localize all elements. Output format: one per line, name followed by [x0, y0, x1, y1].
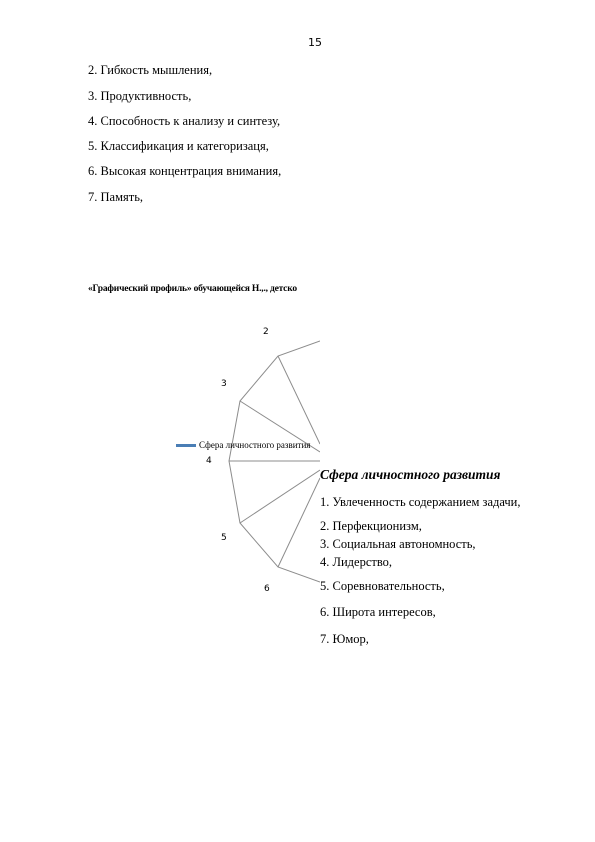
- axis-label: 6: [264, 584, 270, 594]
- legend-label: Сфера личностного развития: [199, 440, 311, 450]
- list-item: 1. Увлеченность содержанием задачи,: [320, 495, 521, 509]
- radar-grid-spoke: [240, 470, 320, 523]
- axis-label: 4: [206, 456, 212, 466]
- list-item: 5. Соревновательность,: [320, 579, 445, 593]
- chart-legend: [176, 438, 320, 452]
- radar-grid-spoke: [278, 478, 320, 567]
- page-number: 15: [308, 36, 322, 49]
- legend-swatch: [176, 444, 196, 447]
- list-item: 3. Социальная автономность,: [320, 537, 476, 551]
- list-item: 2. Гибкость мышления,: [88, 63, 213, 77]
- section-title: Сфера личностного развития: [320, 467, 501, 482]
- axis-label: 5: [221, 533, 227, 543]
- list-item: 6. Широта интересов,: [320, 605, 436, 619]
- list-item: 4. Лидерство,: [320, 555, 393, 569]
- list-item: 7. Юмор,: [320, 632, 369, 646]
- list-item: 5. Классификация и категоризаця,: [88, 139, 269, 153]
- list-item: 4. Способность к анализу и синтезу,: [88, 114, 281, 128]
- axis-label: 3: [221, 379, 227, 389]
- list-item: 7. Память,: [88, 190, 144, 204]
- chart-title: «Графический профиль» обучающейся Н.,., детско: [88, 284, 297, 294]
- list-item: 2. Перфекционизм,: [320, 519, 422, 533]
- list-item: 6. Высокая концентрация внимания,: [88, 164, 282, 178]
- list-item: 3. Продуктивность,: [88, 89, 192, 103]
- radar-grid-spoke: [278, 356, 320, 444]
- axis-label: 2: [263, 327, 269, 337]
